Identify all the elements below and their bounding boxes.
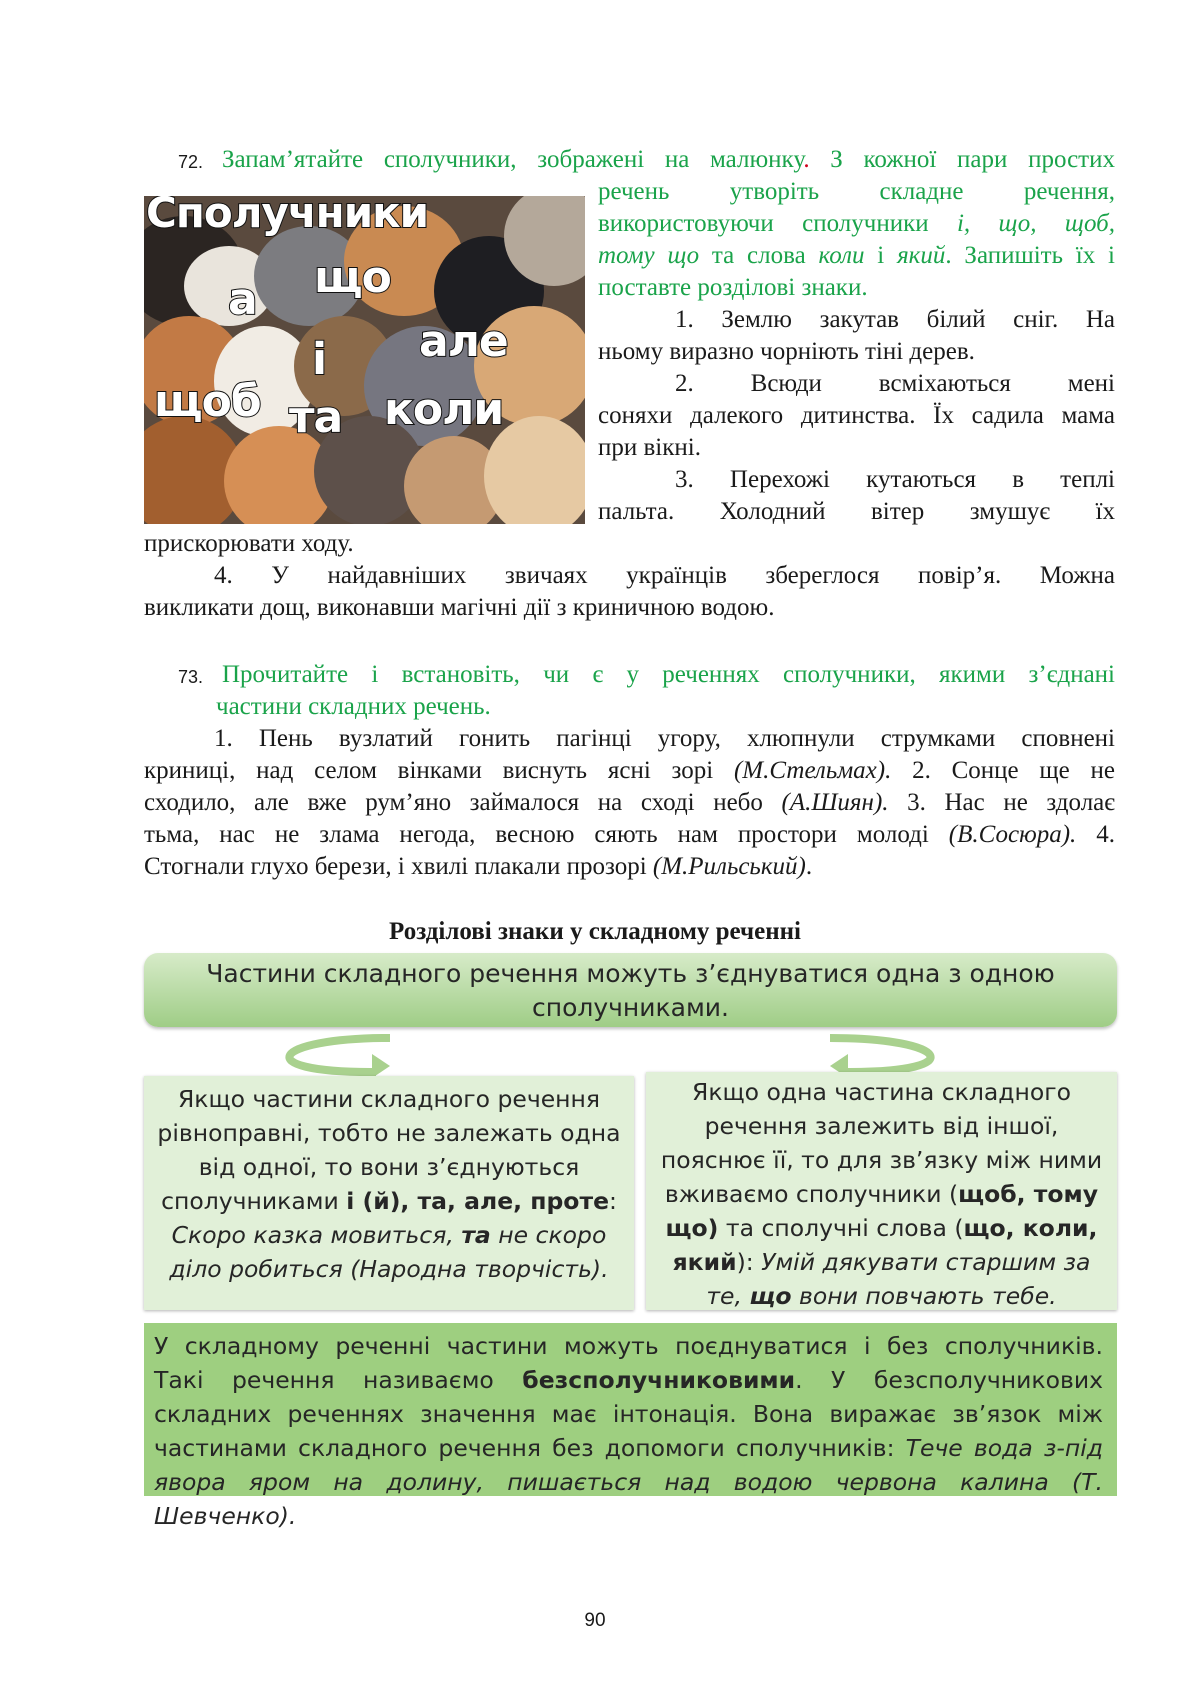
text-73-line-2: криниці, над селом вінками виснуть ясні зорі (М.Стельмах). 2. Сонце ще не (144, 757, 1115, 784)
text-73-line-4: тьма, нас не злама негода, весною сяють нам простори молоді (В.Сосюра). 4. (144, 821, 1115, 848)
sentence-3-line-2: пальта. Холодний вітер змушує їх (598, 498, 1115, 525)
sentence-2-line-1: 2. Всюди всміхаються мені (675, 370, 1115, 397)
left-box-line: Якщо частини складного речення (177, 1085, 601, 1113)
sentence-3-line-3: прискорювати ходу. (144, 530, 354, 557)
picture-word: коли (384, 384, 504, 435)
bottom-box-example-line: явора яром на долину, пишається над водою червона калина (Т. Шевченко). (154, 1468, 1103, 1530)
task-73-line-1: Прочитайте і встановіть, чи є у реченнях сполучники, якими з’єднані (222, 661, 1115, 688)
left-curved-arrow-icon (289, 1038, 390, 1078)
text-73-line-1: 1. Пень вузлатий гонить пагінці угору, хлюпнули струмками сповнені (214, 725, 1115, 752)
text-73-line-5: Стогнали глухо берези, і хвилі плакали прозорі (М.Рильський). (144, 853, 813, 880)
sentence-2-line-3: при вікні. (598, 434, 701, 461)
sentence-2-line-2: соняхи далекого дитинства. Їх садила мама (598, 402, 1115, 429)
coordinating-conjunctions-box (144, 1076, 634, 1310)
bottom-box-line: частинами складного речення без допомоги сполучників: Тече вода з-під (154, 1434, 1103, 1462)
picture-word: щоб (154, 376, 261, 427)
task-72-line-3: використовуючи сполучники і, що, щоб, (598, 210, 1115, 237)
scheme-top-line-1: Частини складного речення можуть з’єднуватися одна з одною (206, 959, 1055, 988)
right-box-line: що) та сполучні слова (що, коли, (665, 1214, 1098, 1242)
left-box-line: рівноправні, тобто не залежать одна (157, 1119, 621, 1147)
asyndetic-sentences-box (144, 1323, 1117, 1530)
sentence-3-line-1: 3. Перехожі кутаються в теплі (675, 466, 1115, 493)
task-72-line-1: Запам’ятайте сполучники, зображені на малюнку. З кожної пари простих (222, 146, 1115, 173)
sentence-1-line-2: ньому виразно чорніють тіні дерев. (598, 338, 975, 365)
left-box-example-line: Скоро казка мовиться, та не скоро (171, 1221, 607, 1249)
right-box-line: вживаємо сполучники (щоб, тому (664, 1180, 1099, 1208)
scheme-top-line-2: сполучниками. (532, 993, 729, 1022)
exercise-number-72: 72. (178, 152, 204, 172)
text-73-line-3: сходило, але вже рум’яно займалося на сході небо (А.Шиян). 3. Нас не здолає (144, 789, 1115, 816)
subordinating-conjunctions-box (646, 1072, 1117, 1310)
sentence-4-line-1: 4. У найдавніших звичаях українців збереглося повір’я. Можна (214, 562, 1115, 589)
sentence-4-line-2: викликати дощ, виконавши магічні дії з криничною водою. (144, 594, 775, 621)
task-72-line-2: речень утворіть складне речення, (598, 178, 1115, 205)
task-73-line-2: частини складних речень. (216, 693, 491, 720)
scheme-title: Розділові знаки у складному реченні (389, 918, 801, 945)
picture-title: Сполучники (146, 196, 429, 237)
right-box-line: який): Умій дякувати старшим за (672, 1248, 1091, 1276)
task-72-line-5: поставте розділові знаки. (598, 274, 868, 301)
right-box-line: пояснює її, то для зв’язку між ними (660, 1146, 1103, 1174)
picture-word: та (289, 392, 343, 443)
scheme-top-box (144, 953, 1117, 1027)
left-box-line: від одної, то вони з’єднуються (198, 1153, 580, 1181)
right-box-example-line: те, що вони повчають тебе. (706, 1282, 1057, 1310)
right-box-line: Якщо одна частина складного (691, 1078, 1072, 1106)
sentence-1-line-1: 1. Землю закутав білий сніг. На (675, 306, 1115, 333)
page-number: 90 (584, 1610, 606, 1631)
picture-word: що (314, 252, 391, 303)
picture-word: але (419, 316, 508, 367)
picture-word: і (312, 334, 327, 385)
left-box-line: сполучниками і (й), та, але, проте: (161, 1187, 617, 1215)
task-72-line-4: тому що та слова коли і який. Запишіть їх і (598, 242, 1115, 269)
bottom-box-line: складних реченнях значення має інтонація. Вона виражає зв’язок між (154, 1400, 1103, 1428)
conjunctions-cats-picture (144, 196, 585, 524)
bottom-box-line: Такі речення називаємо безсполучниковими. У безсполучникових (154, 1366, 1104, 1394)
picture-word: а (228, 274, 257, 325)
right-box-line: речення залежить від іншої, (704, 1112, 1059, 1140)
left-box-example-line: діло робиться (Народна творчість). (169, 1255, 609, 1283)
bottom-box-line: У складному реченні частини можуть поєднуватися і без сполучників. (154, 1332, 1103, 1360)
exercise-number-73: 73. (178, 667, 204, 687)
